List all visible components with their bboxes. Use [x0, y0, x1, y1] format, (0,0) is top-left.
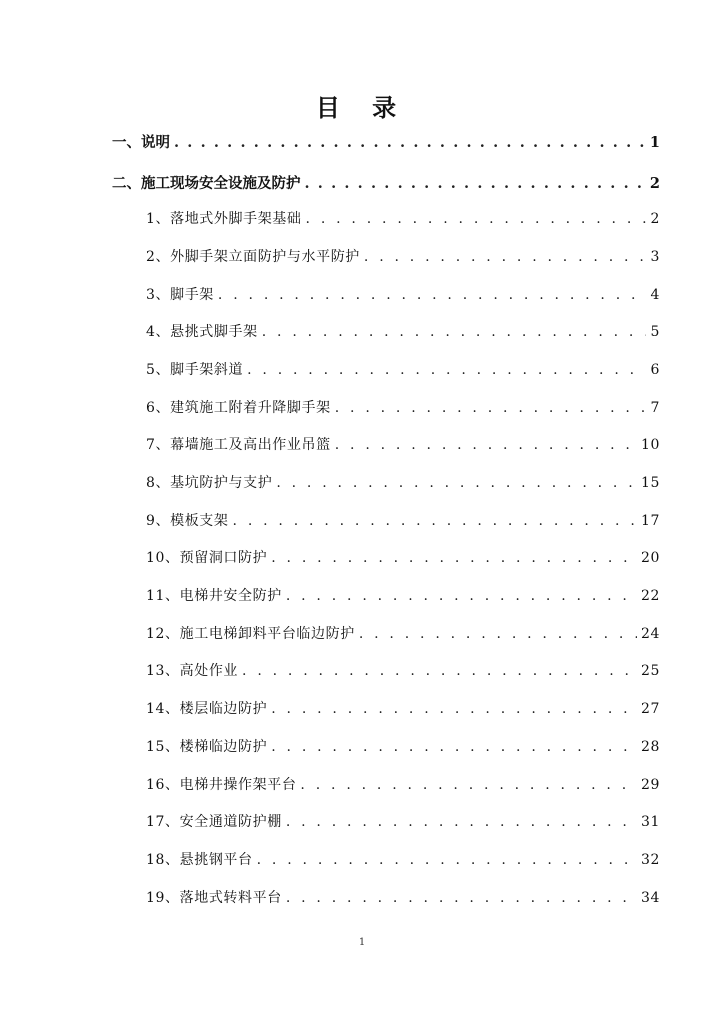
- toc-entry-label: 1、落地式外脚手架基础: [146, 211, 302, 227]
- dot-leader: [364, 249, 647, 265]
- footer-page-number: 1: [358, 937, 366, 948]
- toc-entry-label: 3、脚手架: [146, 287, 214, 303]
- toc-entry-label: 二、施工现场安全设施及防护: [112, 175, 301, 192]
- toc-entry-page: 22: [640, 588, 660, 604]
- toc-entry-label: 一、说明: [112, 134, 170, 151]
- toc-entry-page: 4: [650, 287, 660, 303]
- toc-entry[interactable]: [146, 698, 660, 718]
- toc-entry-main[interactable]: [112, 172, 660, 193]
- toc-entry-label: 15、楼梯临边防护: [146, 739, 268, 755]
- dot-leader: [276, 475, 637, 491]
- toc-entry[interactable]: [146, 774, 660, 794]
- dot-leader: [335, 437, 637, 453]
- dot-leader: [271, 739, 637, 755]
- dot-leader: [257, 852, 637, 868]
- toc-entry-label: 5、脚手架斜道: [146, 362, 244, 378]
- toc-entry-label: 6、建筑施工附着升降脚手架: [146, 400, 331, 416]
- toc-entry[interactable]: [146, 547, 660, 567]
- toc-entry-label: 7、幕墙施工及高出作业吊篮: [146, 437, 331, 453]
- toc-entry-label: 4、悬挑式脚手架: [146, 324, 258, 340]
- toc-entry-label: 8、基坑防护与支护: [146, 475, 273, 491]
- dot-leader: [306, 211, 647, 227]
- toc-entry-page: 32: [640, 852, 660, 868]
- toc-entry-label: 2、外脚手架立面防护与水平防护: [146, 249, 360, 265]
- toc-entry-page: 27: [640, 701, 660, 717]
- toc-entry-label: 16、电梯井操作架平台: [146, 777, 297, 793]
- toc-entry[interactable]: [146, 510, 660, 530]
- toc-entry[interactable]: [146, 849, 660, 869]
- toc-entry[interactable]: [146, 397, 660, 417]
- toc-entry[interactable]: [146, 887, 660, 907]
- toc-entry-page: 17: [640, 513, 660, 529]
- toc-entry[interactable]: [146, 623, 660, 643]
- toc-entry[interactable]: [146, 585, 660, 605]
- dot-leader: [242, 663, 637, 679]
- toc-entry-page: 25: [640, 663, 660, 679]
- toc-entry-page: 24: [640, 626, 660, 642]
- toc-entry[interactable]: [146, 472, 660, 492]
- dot-leader: [262, 324, 647, 340]
- dot-leader: [300, 777, 637, 793]
- page-title: 目 录: [315, 93, 409, 122]
- toc-entry-main[interactable]: [112, 131, 660, 152]
- dot-leader: [233, 513, 637, 529]
- dot-leader: [286, 814, 637, 830]
- toc-entry-label: 14、楼层临边防护: [146, 701, 268, 717]
- dot-leader: [271, 701, 637, 717]
- dot-leader: [271, 550, 637, 566]
- toc-entry-page: 15: [640, 475, 660, 491]
- toc-entry-page: 1: [649, 134, 660, 151]
- dot-leader: [174, 134, 646, 151]
- dot-leader: [218, 287, 647, 303]
- dot-leader: [305, 175, 646, 192]
- toc-entry[interactable]: [146, 660, 660, 680]
- dot-leader: [247, 362, 646, 378]
- toc-entry[interactable]: [146, 736, 660, 756]
- toc-entry-label: 18、悬挑钢平台: [146, 852, 253, 868]
- dot-leader: [335, 400, 647, 416]
- toc-entry[interactable]: [146, 434, 660, 454]
- toc-entry[interactable]: [146, 321, 660, 341]
- toc-entry-label: 19、落地式转料平台: [146, 890, 282, 906]
- dot-leader: [286, 890, 637, 906]
- toc-entry[interactable]: [146, 246, 660, 266]
- toc-entry[interactable]: [146, 284, 660, 304]
- toc-entry-page: 5: [650, 324, 660, 340]
- toc-entry-page: 10: [640, 437, 660, 453]
- toc-entry-label: 17、安全通道防护棚: [146, 814, 282, 830]
- toc-entry-page: 29: [640, 777, 660, 793]
- toc-entry-label: 11、电梯井安全防护: [146, 588, 282, 604]
- toc-entry-page: 34: [640, 890, 660, 906]
- toc-entry-page: 3: [650, 249, 660, 265]
- toc-entry-label: 13、高处作业: [146, 663, 239, 679]
- toc-entry-page: 2: [649, 175, 660, 192]
- dot-leader: [286, 588, 637, 604]
- toc-entry-page: 7: [650, 400, 660, 416]
- toc-entry-page: 2: [650, 211, 660, 227]
- toc-entry-label: 12、施工电梯卸料平台临边防护: [146, 626, 355, 642]
- toc-entry-label: 10、预留洞口防护: [146, 550, 268, 566]
- dot-leader: [359, 626, 637, 642]
- toc-entry-page: 6: [650, 362, 660, 378]
- toc-entry-label: 9、模板支架: [146, 513, 229, 529]
- toc-entry[interactable]: [146, 811, 660, 831]
- toc-entry[interactable]: [146, 208, 660, 228]
- toc-entry-page: 28: [640, 739, 660, 755]
- toc-entry-page: 31: [640, 814, 660, 830]
- toc-entry-page: 20: [640, 550, 660, 566]
- toc-entry[interactable]: [146, 359, 660, 379]
